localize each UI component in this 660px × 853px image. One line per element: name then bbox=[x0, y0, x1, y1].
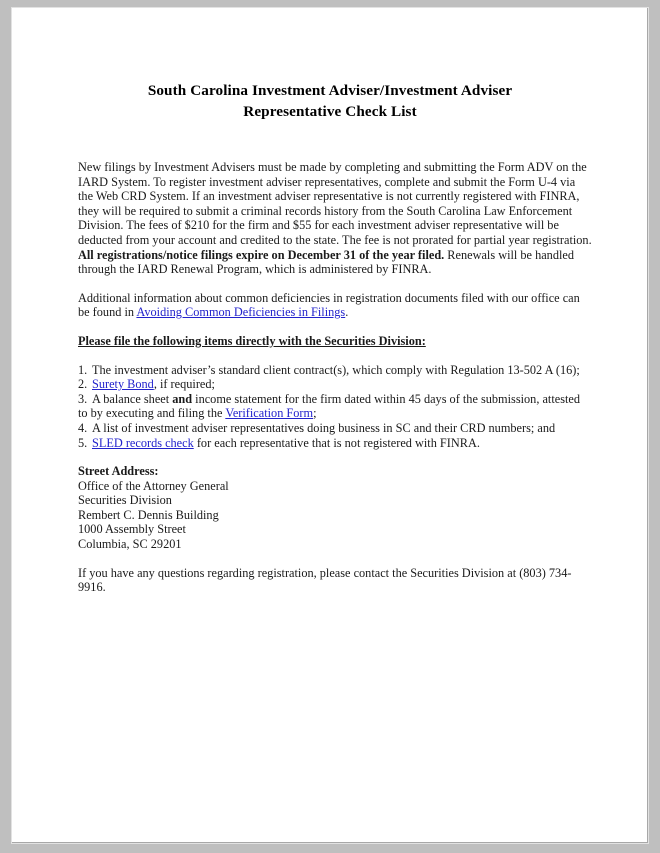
document-page bbox=[12, 8, 647, 842]
address-line-3: Rembert C. Dennis Building bbox=[78, 507, 219, 522]
address-line-4: 1000 Assembly Street bbox=[78, 522, 186, 537]
list-item-1-number: 1. bbox=[78, 362, 88, 377]
sled-records-check-link[interactable]: SLED records check bbox=[92, 435, 194, 450]
surety-bond-link[interactable]: Surety Bond bbox=[92, 377, 154, 392]
list-item-2 bbox=[78, 377, 592, 392]
document-body bbox=[78, 160, 592, 595]
list-item-2-number: 2. bbox=[78, 377, 88, 392]
deficiencies-text-part-2: . bbox=[345, 305, 349, 320]
deficiencies-text-part-1: Additional information about common deficiencies in registration documents filed with our office can be found in bbox=[78, 290, 580, 320]
list-item-4 bbox=[78, 421, 592, 436]
address-line-5: Columbia, SC 29201 bbox=[78, 537, 182, 552]
list-item-3 bbox=[78, 392, 592, 421]
page-title-line-1: South Carolina Investment Adviser/Investment Adviser bbox=[147, 82, 513, 99]
list-item-3-bold-and: and bbox=[172, 391, 193, 406]
list-item-5-number: 5. bbox=[78, 435, 88, 450]
deficiencies-paragraph bbox=[78, 291, 592, 320]
intro-paragraph bbox=[78, 160, 592, 277]
list-item-5 bbox=[78, 436, 592, 451]
list-item-3-text-before: A balance sheet bbox=[92, 391, 173, 406]
address-line-1: Office of the Attorney General bbox=[78, 478, 229, 493]
required-items-list bbox=[78, 363, 592, 451]
intro-bold-notice: All registrations/notice filings expire on December 31 of the year filed. bbox=[78, 247, 445, 262]
avoiding-common-deficiencies-link[interactable]: Avoiding Common Deficiencies in Filings bbox=[136, 305, 346, 320]
list-item-3-text-mid: income statement for the firm dated within 45 days of the submission, attested to by executing and filing the bbox=[78, 391, 581, 421]
list-item-1 bbox=[78, 363, 592, 378]
closing-paragraph: If you have any questions regarding registration, please contact the Securities Division at (803) 734-9916. bbox=[78, 565, 572, 595]
page-title bbox=[70, 80, 590, 122]
section-heading-file-items: Please file the following items directly with the Securities Division: bbox=[78, 333, 426, 348]
street-address-label: Street Address: bbox=[78, 464, 159, 479]
document-page-shadow bbox=[12, 8, 648, 843]
intro-text-part-1: New filings by Investment Advisers must be made by completing and submitting the Form ADV on the IARD System. To register investment adviser representatives, complete and submit the Form U-4 via the Web CRD System. If an investment adviser representative is not currently registered with FINRA, they will be required to submit a criminal records history from the South Carolina Law Enforcement Division. The fees of $210 for the firm and $55 for each investment adviser representative will be deducted from your account and credited to the state. The fee is not prorated for partial year registration. bbox=[78, 160, 592, 247]
list-item-3-text-after: ; bbox=[313, 406, 317, 421]
intro-text-part-2: Renewals will be handled through the IARD Renewal Program, which is administered by FINRA. bbox=[78, 247, 575, 277]
street-address-block bbox=[78, 464, 592, 552]
list-item-4-number: 4. bbox=[78, 420, 88, 435]
list-item-3-number: 3. bbox=[78, 391, 88, 406]
list-item-1-text: The investment adviser’s standard client contract(s), which comply with Regulation 13-502 A (16); bbox=[92, 362, 580, 377]
list-item-2-text: , if required; bbox=[153, 377, 215, 392]
verification-form-link[interactable]: Verification Form bbox=[225, 406, 314, 421]
list-item-5-text: for each representative that is not registered with FINRA. bbox=[193, 435, 480, 450]
address-line-2: Securities Division bbox=[78, 493, 172, 508]
page-title-line-2: Representative Check List bbox=[243, 103, 417, 120]
list-item-4-text: A list of investment adviser representatives doing business in SC and their CRD numbers; and bbox=[92, 420, 556, 435]
